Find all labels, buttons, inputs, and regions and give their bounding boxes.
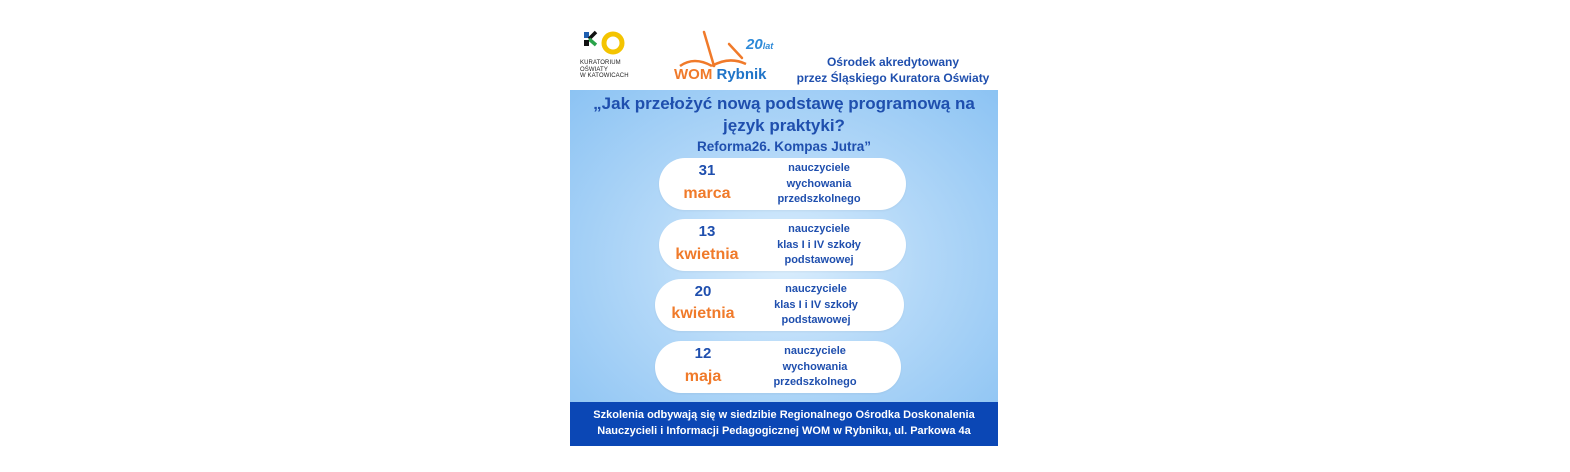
event-audience — [756, 282, 876, 329]
audience-line: nauczyciele — [788, 162, 850, 174]
event-audience — [759, 161, 879, 208]
audience-line: podstawowej — [781, 314, 851, 326]
footer-line: Szkolenia odbywają się w siedzibie Regionalnego Ośrodka Doskonalenia — [593, 409, 975, 421]
audience-line: przedszkolnego — [777, 193, 861, 205]
wom-years-number: 20 — [746, 36, 763, 53]
wom-years-word: lat — [762, 41, 774, 51]
kuratorium-caption — [580, 60, 660, 80]
event-month: kwietnia — [671, 305, 735, 322]
kuratorium-caption-line: W KATOWICACH — [580, 73, 629, 79]
event-month: maja — [684, 368, 722, 385]
audience-line: nauczyciele — [784, 345, 846, 357]
event-day: 12 — [694, 345, 712, 362]
audience-line: przedszkolnego — [773, 376, 857, 388]
event-card — [655, 341, 901, 393]
audience-line: klas I i IV szkoły — [777, 238, 861, 251]
header — [570, 22, 998, 92]
event-day: 13 — [698, 223, 716, 240]
page-subtitle: Reforma26. Kompas Jutra” — [696, 139, 872, 154]
wom-anniversary — [746, 36, 773, 53]
accreditation-line: przez Śląskiego Kuratora Oświaty — [796, 71, 990, 85]
wom-name-part1: WOM — [674, 66, 713, 83]
footer-banner — [570, 402, 998, 446]
kuratorium-caption-line: KURATORIUM — [580, 60, 621, 66]
audience-line: wychowania — [782, 360, 848, 373]
event-day: 20 — [694, 283, 712, 300]
event-audience — [755, 344, 875, 391]
title-line: „Jak przełożyć nową podstawę programową na — [593, 94, 975, 113]
audience-line: wychowania — [786, 177, 852, 190]
wom-name — [674, 66, 767, 83]
audience-line: nauczyciele — [785, 283, 847, 295]
event-day: 31 — [698, 162, 716, 179]
title-line: język praktyki? — [723, 116, 845, 135]
audience-line: nauczyciele — [788, 223, 850, 235]
footer-line: Nauczycieli i Informacji Pedagogicznej WOM w Rybniku, ul. Parkowa 4a — [597, 425, 971, 437]
event-month: kwietnia — [675, 246, 739, 263]
wom-name-part2: Rybnik — [716, 66, 767, 83]
event-card — [655, 279, 904, 331]
page-title — [570, 93, 998, 137]
accreditation-line: Ośrodek akredytowany — [826, 55, 960, 69]
accreditation-text — [788, 54, 998, 86]
audience-line: podstawowej — [784, 254, 854, 266]
event-audience — [759, 222, 879, 269]
audience-line: klas I i IV szkoły — [774, 298, 858, 311]
event-card — [659, 158, 906, 210]
event-card — [659, 219, 906, 271]
poster — [570, 22, 998, 446]
event-month: marca — [683, 185, 731, 202]
kuratorium-caption-line: OŚWIATY — [580, 66, 608, 73]
